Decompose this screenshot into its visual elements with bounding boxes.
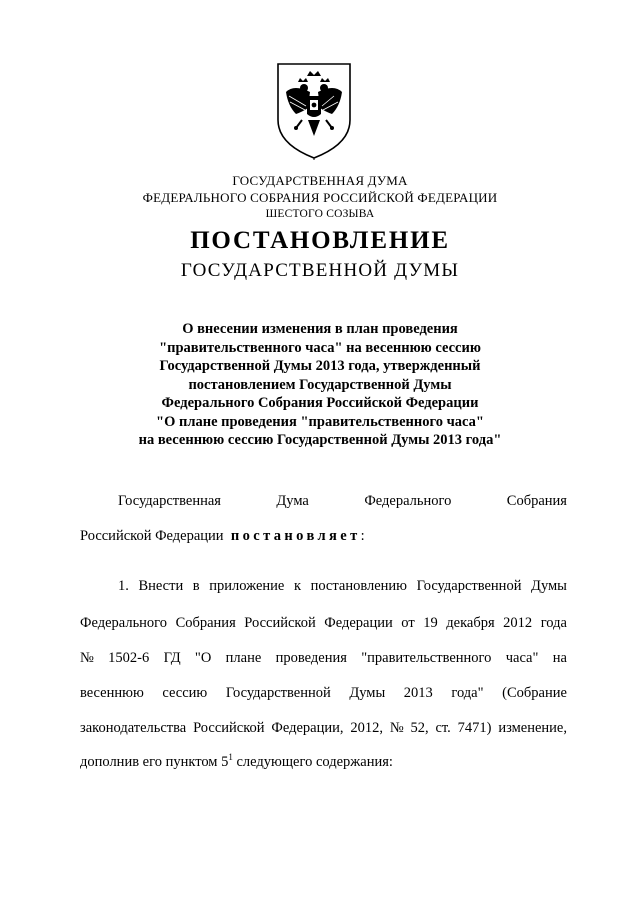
item1-line-2 xyxy=(80,615,567,632)
word: 1502-6 xyxy=(108,650,150,666)
word: Государственной xyxy=(225,685,331,701)
word: плане xyxy=(225,650,262,666)
word: 19 xyxy=(423,615,438,631)
item1-line-1 xyxy=(118,578,567,595)
word: года" xyxy=(451,685,484,701)
preamble-word: Дума xyxy=(276,493,309,509)
word: приложение xyxy=(209,578,285,594)
preamble-colon: : xyxy=(360,528,365,544)
word: часа" xyxy=(505,650,539,666)
word: постановлению xyxy=(310,578,408,594)
item1-line-3 xyxy=(80,650,567,667)
word: Думы xyxy=(531,578,567,594)
word: Российской xyxy=(244,615,316,631)
word: № xyxy=(80,650,94,666)
superscript-1: 1 xyxy=(228,752,233,762)
word: "О xyxy=(194,650,212,666)
preamble-word: Федерального xyxy=(364,493,452,509)
word: 52, xyxy=(410,720,429,736)
word: 2012, xyxy=(350,720,383,736)
word: 2012 xyxy=(503,615,533,631)
preamble-line-2 xyxy=(80,528,567,545)
item1-line-4 xyxy=(80,685,567,702)
word: года xyxy=(540,615,567,631)
word: № xyxy=(389,720,404,736)
issuer-line-convocation: ШЕСТОГО СОЗЫВА xyxy=(265,208,375,220)
subject-line: постановлением Государственной Думы xyxy=(188,376,452,393)
subject-line: Федерального Собрания Российской Федерации xyxy=(161,395,479,411)
word: ГД xyxy=(163,650,181,666)
subject-line: на весеннюю сессию Государственной Думы 2013 года" xyxy=(138,432,502,448)
word: Собрания xyxy=(175,615,236,631)
item1-line-5 xyxy=(80,720,567,737)
document-title: ПОСТАНОВЛЕНИЕ xyxy=(190,227,450,254)
issuer-line-assembly: ФЕДЕРАЛЬНОГО СОБРАНИЯ РОССИЙСКОЙ ФЕДЕРАЦИИ xyxy=(142,190,498,205)
subject-line: О внесении изменения в план проведения xyxy=(182,321,458,337)
coat-of-arms-emblem xyxy=(274,62,354,160)
word: изменение, xyxy=(498,720,567,736)
subject-line: "О плане проведения "правительственного часа" xyxy=(156,413,484,430)
word: к xyxy=(293,578,301,594)
resolves-word: постановляет xyxy=(230,528,361,544)
word: Федерации xyxy=(324,615,393,631)
word: Федерации, xyxy=(271,720,344,736)
subject-line: Государственной Думы 2013 года, утвержденный xyxy=(159,358,481,374)
word: Федерального xyxy=(80,615,168,631)
word: (Собрание xyxy=(502,685,567,701)
word: 1. xyxy=(118,578,129,594)
word: ст. xyxy=(435,720,451,736)
item1-line-6-start: дополнив его пунктом 5 xyxy=(80,754,229,770)
subject-line: "правительственного часа" на весеннюю сессию xyxy=(159,339,481,356)
word: законодательства xyxy=(80,720,187,736)
document-subtitle: ГОСУДАРСТВЕННОЙ ДУМЫ xyxy=(180,260,460,281)
item1-line-6 xyxy=(80,752,567,771)
word: Внести xyxy=(138,578,184,594)
word: от xyxy=(401,615,415,631)
word: 7471) xyxy=(457,720,492,736)
word: 2013 xyxy=(403,685,433,701)
preamble-line-1 xyxy=(118,493,567,510)
word: сессию xyxy=(162,685,208,701)
word: декабря xyxy=(446,615,495,631)
issuer-line-duma: ГОСУДАРСТВЕННАЯ ДУМА xyxy=(232,173,408,188)
word: весеннюю xyxy=(80,685,144,701)
word: "правительственного xyxy=(361,650,492,666)
word: на xyxy=(552,650,567,666)
item1-line-6-end: следующего содержания: xyxy=(232,754,393,770)
word: Думы xyxy=(349,685,386,701)
preamble-line-2-start: Российской Федерации xyxy=(80,528,224,544)
preamble-word: Собрания xyxy=(506,493,567,509)
word: проведения xyxy=(275,650,347,666)
word: Государственной xyxy=(416,578,522,594)
preamble-word: Государственная xyxy=(118,493,221,509)
word: в xyxy=(192,578,200,594)
subject-block xyxy=(0,320,640,450)
word: Российской xyxy=(193,720,265,736)
issuer-header xyxy=(0,172,640,223)
